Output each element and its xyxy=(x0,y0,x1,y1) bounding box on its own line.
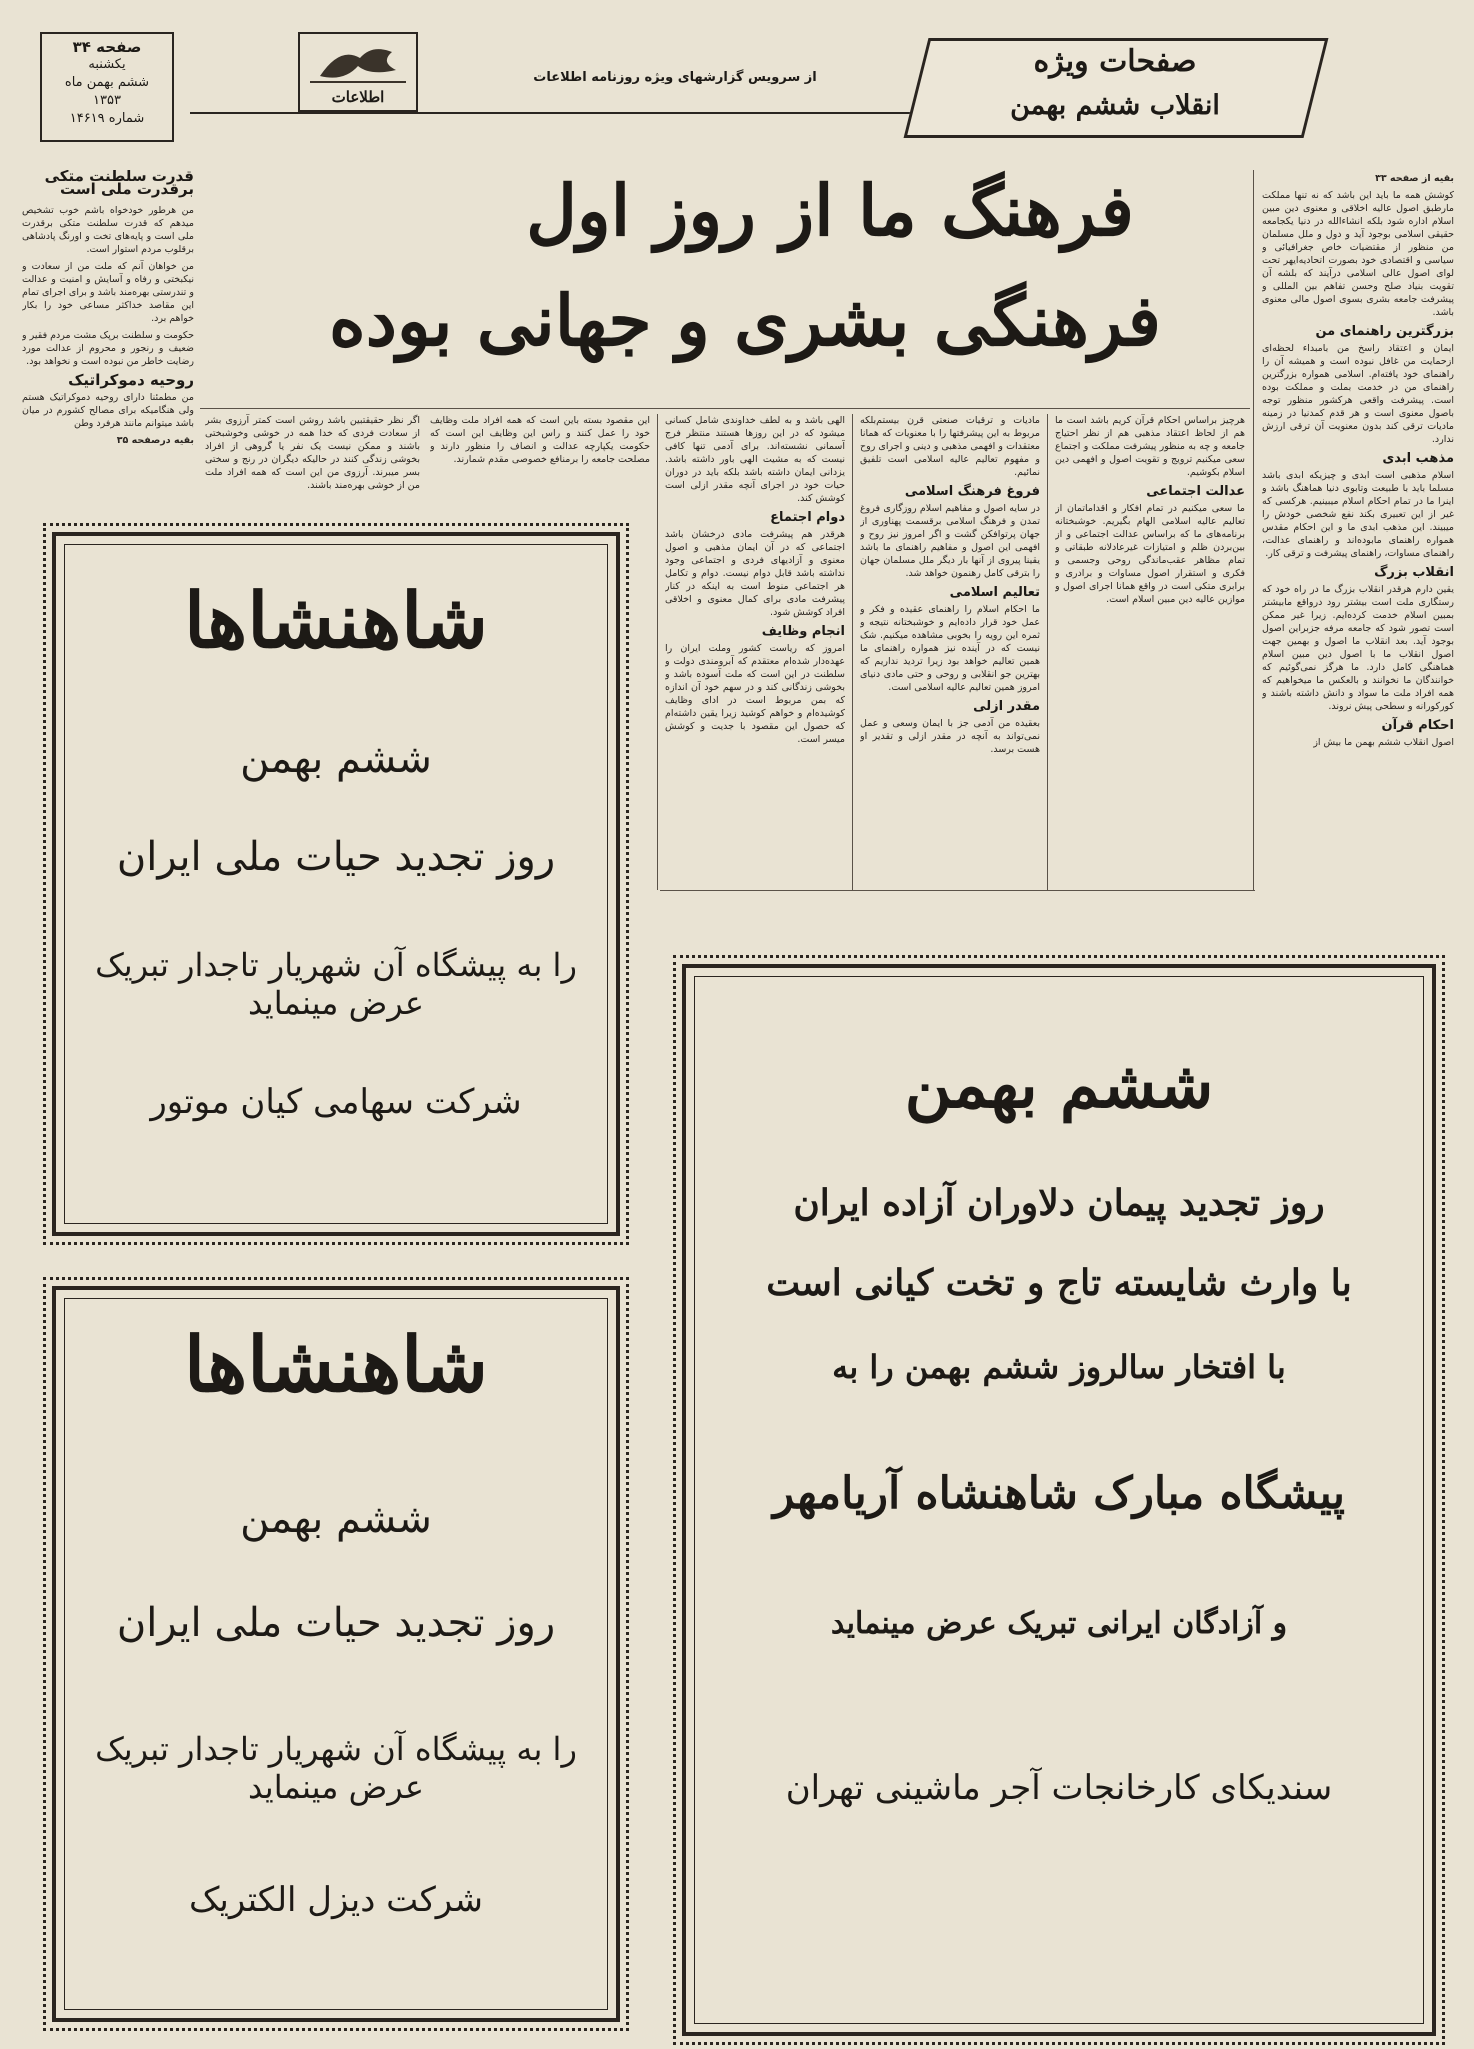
ad-line: ششم بهمن xyxy=(240,1496,432,1542)
ad-line: را به پیشگاه آن شهریار تاجدار تبریک عرض مینماید xyxy=(95,1730,577,1806)
article-column-3 xyxy=(665,414,845,890)
left-column xyxy=(22,170,194,530)
article-paragraph: امروز که ریاست کشور وملت ایران را عهده‌دار شده‌ام معتقدم که آبرومندی دولت و سلطنت در این است که ملت آسوده باشد و بخوشی زندگانی کند و در سهم خود آن اندازه که بمن مربوط است در ادای وظایف کوشیده‌ام و خواهم کوشید زیرا یقین داشته‌ام که حصول این مقصود با جدیت و کوشش میسر است. xyxy=(665,643,845,745)
right-column-subtitle: مذهب ابدی xyxy=(1382,451,1454,466)
ad-line: و آزادگان ایرانی تبریک عرض مینماید xyxy=(830,1606,1288,1641)
section-subtitle: انقلاب ششم بهمن xyxy=(1010,90,1220,121)
article-top-rule xyxy=(200,408,1250,409)
header-rule xyxy=(190,112,950,114)
ad-line: روز تجدید حیات ملی ایران xyxy=(116,1600,556,1646)
article-paragraph: هرچیز براساس احکام قرآن کریم باشد است ما هم از لحاظ اعتقاد مذهبی هم از نظر احتیاج جامعه و چه به منظور پیشرفت مملکت و اجتماع سعی میکنیم ترویج و تقویت اصول و افهمی دین اسلام بکوشیم. xyxy=(1055,415,1245,478)
article-paragraph: ما سعی میکنیم در تمام افکار و اقداماتمان از تعالیم عالیه اسلامی الهام بگیریم. خوشبختانه برنامه‌های ما که براساس عدالت اجتماعی و از بین‌بردن ظلم و امتیازات غیرعادلانه طبقاتی و تمام مظاهر عقب‌ماندگی روحی وجسمی و فکری و استقرار اصول مساوات و برادری و برابری متکی است در واقع همانا اجرای اصول و موازین عالیه دین مبین اسلام است. xyxy=(1055,503,1245,605)
left-column-paragraph: من خواهان آنم که ملت من از سعادت و نیکبختی و رفاه و آسایش و امنیت و عدالت و تندرستی بهره‌مند باشد و برای اجرای تمام این مقاصد خداکثر مساعی خود را بکار خواهم برد. xyxy=(22,261,194,324)
date-box xyxy=(40,32,174,142)
column-rule xyxy=(1253,170,1254,890)
headline-line-1: فرهنگ ما از روز اول xyxy=(526,169,1134,252)
issue-year: ۱۳۵۳ xyxy=(93,93,121,108)
article-paragraph: هرقدر هم پیشرفت مادی درخشان باشد اجتماعی که در آن ایمان مذهبی و اصول معنوی و آزادیهای فردی و اجتماعی وجود نداشته باشد قابل دوام نیست. دوام و تکامل هر اجتماعی منوط است به اینکه در کنار پیشرفت مادی برای کمال معنوی و اخلاقی افراد کوشش شود. xyxy=(665,529,845,618)
newspaper-logo xyxy=(298,32,418,112)
ad-line: را به پیشگاه آن شهریار تاجدار تبریک عرض مینماید xyxy=(95,946,577,1022)
article-column-1 xyxy=(1055,414,1245,890)
article-paragraph: ما احکام اسلام را راهنمای عقیده و فکر و عمل خود قرار داده‌ایم و خوشبختانه نتیجه و ثمره این رویه را بخوبی مشاهده میکنیم. شک نیست که در آینده نیز همواره راهنمای ما همین تعالیم خواهد بود زیرا تردید نداریم که بهترین جو انقلابی و روحی و حتی مادی دنیای امروز همین تعالیم عالیه اسلامی است. xyxy=(860,604,1040,693)
headline-line-2: فرهنگی بشری و جهانی بوده xyxy=(329,279,1161,362)
continued-from-note: بقیه از صفحه ۳۳ xyxy=(1375,173,1454,184)
ad-line: پیشگاه مبارک شاهنشاه آریامهر xyxy=(772,1468,1346,1519)
ad-box-left-bottom xyxy=(52,1286,620,2022)
ad-line: روز تجدید پیمان دلاوران آزاده ایران xyxy=(793,1182,1325,1224)
article-paragraph: بعقیده من آدمی جز با ایمان وسعی و عمل نمی‌تواند به آنچه در مقدر ازلی و تقدیر او هست برسد. xyxy=(860,718,1040,755)
right-column-paragraph: اصول انقلاب ششم بهمن ما بیش از xyxy=(1313,737,1454,748)
weekday: یکشنبه xyxy=(88,57,126,72)
column-rule xyxy=(657,414,658,890)
left-column-paragraph: من مطمئنا دارای روحیه دموکراتیک هستم ولی هنگامیکه برای مصالح کشورم در میان باشد میتوانم مانند هرفرد وطن xyxy=(22,392,194,429)
ad-sponsor: شرکت دیزل الکتریک xyxy=(189,1880,483,1920)
article-subtitle: عدالت اجتماعی xyxy=(1146,484,1245,499)
ad-line: روز تجدید حیات ملی ایران xyxy=(116,834,556,880)
section-title: صفحات ویژه xyxy=(1033,44,1197,79)
right-column-subtitle: انقلاب بزرگ xyxy=(1374,565,1454,580)
article-column-2 xyxy=(860,414,1040,890)
left-column-title-2: برقدرت ملی است xyxy=(60,180,194,198)
ad-line: با افتخار سالروز ششم بهمن را به xyxy=(832,1348,1286,1386)
ad-title: شاهنشاها xyxy=(183,1320,489,1409)
article-column-4 xyxy=(430,414,650,510)
service-line: از سرویس گزارشهای ویژه روزنامه اطلاعات xyxy=(533,70,817,85)
article-subtitle: دوام اجتماع xyxy=(770,510,845,525)
ad-line: ششم بهمن xyxy=(240,736,432,782)
article-paragraph: در سایه اصول و مفاهیم اسلام روزگاری فروغ تمدن و فرهنگ اسلامی برقسمت پهناوری از جهان پرتوافکن گشت و اگر امروز نیز روح و افهمی این اصول و مفاهیم راهنمای ما باشد یقینا پیروی از آنها بار دیگر ملل مسلمان جهان را بترقی کامل رهنمون خواهد شد. xyxy=(860,503,1040,579)
left-column-paragraph: من هرطور خودخواه باشم خوب تشخیص میدهم که قدرت سلطنت متکی برقدرت ملی است و پایه‌های تخت و اورنگ پادشاهی برقلوب مردم استوار است. xyxy=(22,205,194,255)
ad-box-right xyxy=(682,964,1436,2036)
article-column-5 xyxy=(205,414,420,510)
right-column-intro: کوشش همه ما باید این باشد که نه تنها مملکت مارطبق اصول عالیه اخلاقی و معنوی دین مبین اسلام اداره شود بلکه انشاءالله در دنیا یکجامعه حقیقی اسلامی بوجود آید و دول و ملل مسلمان من منظور از مقتضیات خاص جغرافیائی و سیاسی و اقتصادی خود بصورت اتحادیه‌ایهر تحت لوای اصول عالی اسلامی درآیند که بلشه آن تقویت بنیاد صلح وحسن تفاهم بین المللی و پیشرفت جامعه بشری بسوی اصول مالی معنوی باشد. xyxy=(1262,190,1454,318)
article-paragraph: این مقصود بسته باین است که همه افراد ملت وظایف خود را عمل کنند و راس این وظایف این است که حکومت یکپارچه عدالت و انصاف را منظور دارند و مصلحت جامعه را برمنافع خصوصی مقدم شمارند. xyxy=(430,415,650,465)
article-subtitle: تعالیم اسلامی xyxy=(949,585,1040,600)
issue-number: شماره ۱۴۶۱۹ xyxy=(69,111,145,126)
right-column xyxy=(1262,172,1454,892)
right-column-subtitle: احکام قرآن xyxy=(1381,718,1454,733)
article-paragraph: اگر نظر حقیقتبین باشد روشن است کمتر آرزوی بشر از سعادت فردی که خدا همه در خوشی وخوشبختی باشند و ممکن نیست یک نفر یا گروهی از افراد بخوشی زندگی کنند در حالیکه دیگران در رنج و سختی بسر میبرند. آرزوی من این است که همه افراد ملت من از خوشی بهره‌مند باشند. xyxy=(205,415,420,491)
ad-box-left-top xyxy=(52,532,620,1236)
ad-title: شاهنشاها xyxy=(183,576,489,665)
issue-date: ششم بهمن ماه xyxy=(64,75,150,90)
article-subtitle: مقدر ازلی xyxy=(973,699,1040,714)
column-rule xyxy=(1047,414,1048,890)
left-column-paragraph: حکومت و سلطنت برپک مشت مردم فقیر و ضعیف و رنجور و محروم از عدالت مورد رضایت خاطر من نبوده است و نخواهد بود. xyxy=(22,330,194,367)
ad-sponsor: شرکت سهامی کیان موتور xyxy=(150,1082,522,1122)
article-subtitle: فروغ فرهنگ اسلامی xyxy=(904,484,1040,499)
continued-note: بقیه درصفحه ۳۵ xyxy=(116,435,194,446)
left-column-title-1: قدرت سلطنت متکی xyxy=(44,170,194,185)
right-column-paragraph: اسلام مذهبی است ابدی و چیزیکه ابدی باشد مسلما باید با طبیعت وتابوی دنیا هماهنگ باشد و اینرا ما در تمام احکام اسلام میبینیم. هرکسی که غیر از این تعبیری بکند نفع شخصی خودش را میبیند. این مذهب ابدی ما و این احکام مقدس همواره راهنمای مابوده‌اند و راهنمای عدالت، راهنمای مساوات، راهنمای پیشرفت و ترقی کار. xyxy=(1262,470,1454,559)
masthead-area xyxy=(0,0,1474,160)
right-column-paragraph: یقین دارم هرقدر انقلاب بزرگ ما در راه خود که رستگاری ملت است بیشتر رود درواقع مابیشتر بمبین اسلام خدمت کرده‌ایم. زیرا غیر ممکن است تصور شود که جامعه مرفه جزبراین اصول بوجود آید. بعد انقلاب ما اصول و بهمین جهت اصول انقلاب ما با اصول دین مبین اسلام هماهنگی کامل دارد. ما هرگز نمی‌گوئیم که خوانندگان ما نخوانند و بالعکس ما میخواهیم که همه افراد ملت ما سواد و دانش داشته باشند و کورکورانه و سطحی پیش نروند. xyxy=(1262,584,1454,712)
ad-line: با وارث شایسته تاج و تخت کیانی است xyxy=(766,1262,1352,1304)
bird-emblem-icon xyxy=(300,36,416,88)
article-bottom-rule xyxy=(660,890,1255,891)
article-paragraph: الهی باشد و به لطف خداوندی شامل کسانی میشود که در این روزها هستند منتظر فرج آسمانی نشسته‌اند. برای آدمی تنها کافی نیست که به مشیت الهی باور داشته باشد. یزدانی ایمان داشته باشد بلکه باید در دوران حیات خود در اجرای آنچه مقدر ازلی است کوشش کند. xyxy=(665,415,845,504)
ad-sponsor: سندیکای کارخانجات آجر ماشینی تهران xyxy=(785,1768,1333,1808)
ad-title: ششم بهمن xyxy=(904,1048,1214,1123)
right-column-subtitle: بزرگترین راهنمای من xyxy=(1315,324,1454,339)
article-subtitle: انجام وظایف xyxy=(761,624,845,639)
article-paragraph: مادیات و ترقیات صنعتی قرن بیستم‌بلکه مربوط به این پیشرفتها را با معنویات که همانا معتقدات و افهمی مذهبی و دینی و اجرای روح و مفهوم تعالیم عالیه اسلامی است تلفیق نمائیم. xyxy=(860,415,1040,478)
logo-text: اطلاعات xyxy=(331,88,385,106)
left-column-subtitle: روحیه دموکراتیک xyxy=(68,371,194,389)
column-rule xyxy=(852,414,853,890)
page-number: صفحه ۳۴ xyxy=(72,38,142,56)
right-column-paragraph: ایمان و اعتقاد راسخ من بامبداء لحظه‌ای ازحمایت من غافل نبوده است و همیشه آن را راهنمای خود یافته‌ام. اسلامی همواره بزرگترین راهنمای من در خدمت بملت و مملکت بوده است. پیشرفت واقعی هرکشور منظور توجه باصول معنوی است و هر قدم کمدنیا در زمینه مادیات ترقی کند بدون معنویت آن ترقی ارزش ندارد. xyxy=(1262,343,1454,445)
